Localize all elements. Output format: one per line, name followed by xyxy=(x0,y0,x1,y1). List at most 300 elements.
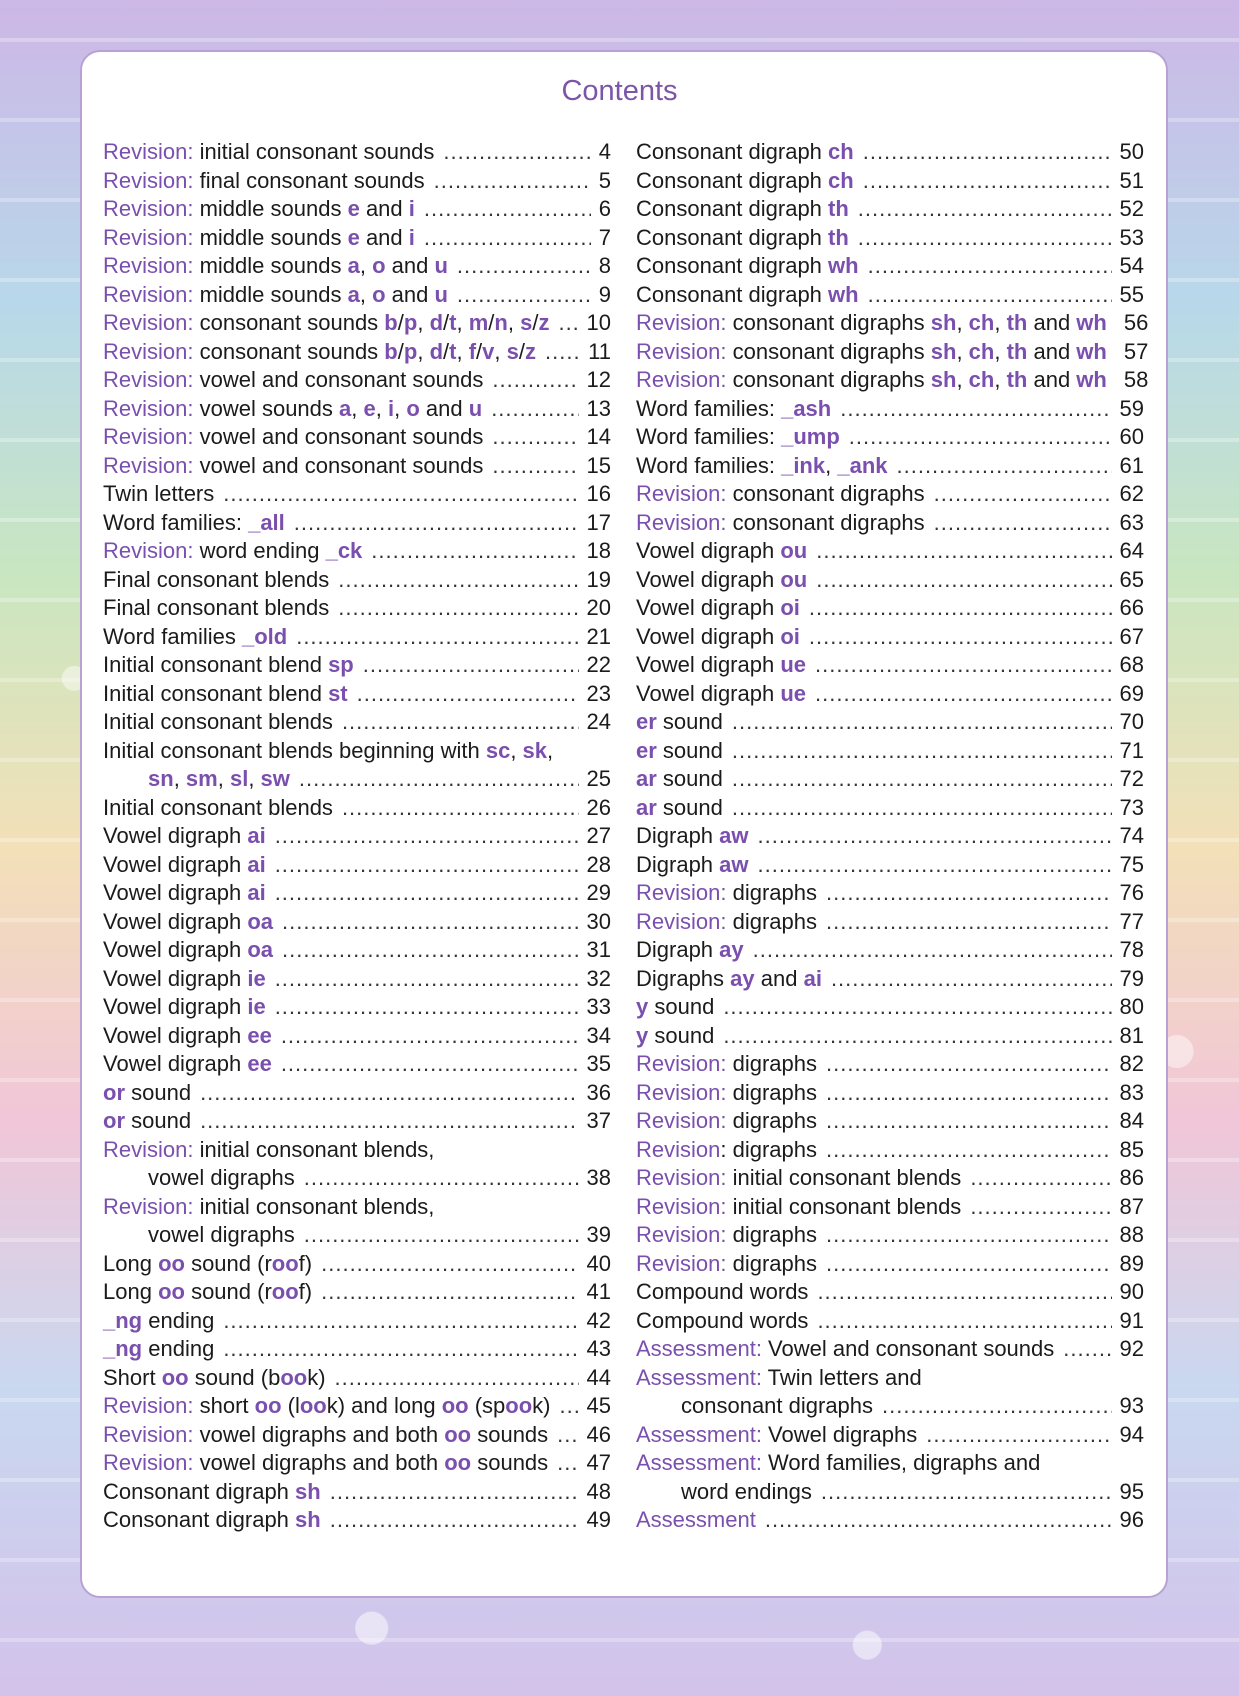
dot-leader xyxy=(275,993,579,1022)
dot-leader xyxy=(357,680,579,709)
dot-leader xyxy=(223,480,578,509)
toc-entry-title: Digraph aw xyxy=(636,823,749,848)
toc-entry[interactable] xyxy=(103,1506,611,1535)
toc-entry-title: Revision: initial consonant blends xyxy=(636,1165,962,1190)
toc-entry-title: Initial consonant blend sp xyxy=(103,652,354,677)
toc-entry-page-number: 94 xyxy=(1119,1421,1144,1447)
toc-entry[interactable] xyxy=(636,252,1144,281)
toc-entry[interactable] xyxy=(636,224,1144,253)
toc-entry-page-number: 59 xyxy=(1119,395,1144,421)
toc-entry[interactable] xyxy=(103,1364,611,1393)
toc-entry-title: Assessment: Vowel and consonant sounds xyxy=(636,1336,1055,1361)
toc-entry[interactable] xyxy=(103,965,611,994)
toc-entry[interactable] xyxy=(636,395,1144,424)
dot-leader xyxy=(296,623,578,652)
toc-entry-title: Assessment xyxy=(636,1507,756,1532)
toc-entry-title: Word families _old xyxy=(103,623,288,649)
dot-leader xyxy=(304,1221,579,1250)
toc-entry-title: Digraphs ay and ai xyxy=(636,965,822,991)
toc-entry-title: Revision: middle sounds e and i xyxy=(103,224,415,250)
dot-leader xyxy=(868,281,1112,310)
toc-entry-title: Long oo sound (roof) xyxy=(103,1250,313,1276)
toc-entry[interactable] xyxy=(636,1307,1144,1336)
toc-entry[interactable] xyxy=(636,879,1144,908)
toc-entry[interactable] xyxy=(636,452,1144,481)
toc-entry-page-number: 85 xyxy=(1119,1136,1144,1162)
toc-entry-page-number: 81 xyxy=(1119,1022,1144,1048)
toc-entry-page-number: 31 xyxy=(586,937,611,962)
toc-entry[interactable] xyxy=(636,423,1144,452)
toc-entry-page-number: 57 xyxy=(1123,338,1149,364)
toc-entry-title: Revision: middle sounds a, o and u xyxy=(103,253,448,278)
toc-entry-page-number: 80 xyxy=(1119,994,1144,1019)
dot-leader xyxy=(342,708,579,737)
dot-leader xyxy=(281,1050,579,1079)
dot-leader xyxy=(200,1107,578,1136)
toc-entry-page-number: 86 xyxy=(1119,1165,1144,1190)
toc-entry[interactable] xyxy=(103,651,611,680)
toc-column-left xyxy=(103,138,611,1535)
toc-entry[interactable] xyxy=(636,851,1144,880)
toc-entry-title: Consonant digraph sh xyxy=(103,1507,321,1532)
toc-entry-title: Revision: initial consonant blends xyxy=(636,1193,962,1219)
toc-entry-page-number: 92 xyxy=(1119,1336,1144,1361)
dot-leader xyxy=(816,537,1111,566)
toc-entry-page-number: 46 xyxy=(586,1421,611,1447)
toc-entry-title: vowel digraphs xyxy=(148,1222,295,1247)
dot-leader xyxy=(826,1107,1112,1136)
toc-entry[interactable] xyxy=(103,480,611,509)
toc-entry[interactable] xyxy=(103,1250,611,1279)
toc-entry-title: Initial consonant blend st xyxy=(103,680,348,706)
toc-entry-page-number: 17 xyxy=(586,509,611,535)
toc-entry-title: Revision: vowel digraphs and both oo sounds xyxy=(103,1450,549,1475)
toc-entry[interactable] xyxy=(103,366,611,395)
dot-leader xyxy=(330,1478,579,1507)
toc-entry[interactable] xyxy=(103,623,611,652)
toc-entry-title: Revision: consonant digraphs xyxy=(636,481,925,506)
toc-entry-title: Assessment: Twin letters and xyxy=(636,1364,922,1390)
toc-entry[interactable] xyxy=(103,737,611,766)
dot-leader xyxy=(970,1193,1111,1222)
dot-leader xyxy=(457,281,591,310)
toc-entry-title: Consonant digraph sh xyxy=(103,1478,321,1504)
toc-entry-page-number: 71 xyxy=(1119,737,1144,763)
toc-entry[interactable] xyxy=(636,965,1144,994)
toc-entry-title: Vowel digraph ie xyxy=(103,994,266,1019)
toc-entry[interactable] xyxy=(636,1136,1144,1165)
toc-entry[interactable] xyxy=(103,680,611,709)
toc-entry[interactable] xyxy=(103,794,611,823)
dot-leader xyxy=(753,936,1112,965)
toc-entry-title: Initial consonant blends xyxy=(103,709,333,734)
toc-entry[interactable] xyxy=(103,765,611,794)
toc-entry-page-number: 37 xyxy=(586,1108,611,1133)
toc-entry[interactable] xyxy=(636,366,1149,395)
toc-entry-page-number: 78 xyxy=(1119,937,1144,962)
toc-entry[interactable] xyxy=(103,1278,611,1307)
toc-entry[interactable] xyxy=(103,1193,611,1222)
toc-entry[interactable] xyxy=(103,822,611,851)
toc-entry[interactable] xyxy=(636,1392,1144,1421)
toc-entry-page-number: 77 xyxy=(1119,908,1144,934)
toc-entry[interactable] xyxy=(636,1335,1144,1364)
toc-entry[interactable] xyxy=(103,1164,611,1193)
toc-entry-page-number: 54 xyxy=(1119,253,1144,278)
toc-entry-page-number: 30 xyxy=(586,908,611,934)
dot-leader xyxy=(275,879,579,908)
toc-entry-page-number: 23 xyxy=(586,680,611,706)
toc-entry-title: Revision: middle sounds e and i xyxy=(103,196,415,221)
dot-leader xyxy=(863,167,1112,196)
toc-entry-page-number: 56 xyxy=(1123,310,1149,335)
toc-entry-title: ar sound xyxy=(636,794,723,820)
toc-entry-title: Initial consonant blends xyxy=(103,794,333,820)
toc-entry-title: Revision: middle sounds a, o and u xyxy=(103,281,448,307)
dot-leader xyxy=(863,138,1112,167)
toc-entry-page-number: 7 xyxy=(598,224,611,250)
toc-entry-page-number: 25 xyxy=(586,766,611,791)
toc-entry-title: Vowel digraph oa xyxy=(103,937,274,962)
dot-leader xyxy=(897,452,1112,481)
toc-entry-title: Revision: vowel and consonant sounds xyxy=(103,367,484,392)
toc-entry-title: Vowel digraph ue xyxy=(636,652,807,677)
dot-leader xyxy=(457,252,591,281)
toc-entry-page-number: 61 xyxy=(1119,452,1144,478)
toc-entry-page-number: 76 xyxy=(1119,880,1144,905)
toc-entry-title: Revision: initial consonant sounds xyxy=(103,139,435,164)
toc-entry-page-number: 11 xyxy=(588,338,611,364)
toc-entry-page-number: 66 xyxy=(1119,595,1144,620)
toc-entry-page-number: 15 xyxy=(586,452,611,478)
toc-entry[interactable] xyxy=(636,1506,1144,1535)
toc-entry[interactable] xyxy=(103,309,611,338)
toc-entry-title: Vowel digraph oi xyxy=(636,623,800,649)
toc-entry[interactable] xyxy=(103,1079,611,1108)
dot-leader xyxy=(826,908,1112,937)
toc-entry[interactable] xyxy=(636,993,1144,1022)
toc-entry[interactable] xyxy=(636,167,1144,196)
toc-entry-title: Revision: consonant sounds b/p, d/t, f/v, s/z xyxy=(103,338,537,364)
toc-entry[interactable] xyxy=(636,480,1144,509)
toc-entry[interactable] xyxy=(636,1107,1144,1136)
dot-leader xyxy=(765,1506,1112,1535)
toc-entry[interactable] xyxy=(636,737,1144,766)
toc-entry-title: ar sound xyxy=(636,766,723,791)
toc-entry-title: Twin letters xyxy=(103,481,215,506)
toc-entry[interactable] xyxy=(636,708,1144,737)
toc-entry-title: Short oo sound (book) xyxy=(103,1364,326,1390)
toc-entry-title: consonant digraphs xyxy=(681,1393,874,1418)
toc-entry-page-number: 41 xyxy=(586,1279,611,1304)
toc-entry[interactable] xyxy=(103,1449,611,1478)
toc-entry-title: Revision: digraphs xyxy=(636,1250,817,1276)
toc-entry-page-number: 53 xyxy=(1119,224,1144,250)
toc-entry[interactable] xyxy=(636,138,1144,167)
toc-entry-title: Compound words xyxy=(636,1279,809,1304)
toc-entry[interactable] xyxy=(636,794,1144,823)
toc-entry[interactable] xyxy=(636,623,1144,652)
toc-entry-title: Revision: initial consonant blends, xyxy=(103,1193,435,1219)
toc-entry[interactable] xyxy=(103,1022,611,1051)
dot-leader xyxy=(338,566,578,595)
toc-entry[interactable] xyxy=(103,224,611,253)
toc-entry[interactable] xyxy=(103,993,611,1022)
toc-entry[interactable] xyxy=(636,1250,1144,1279)
toc-entry[interactable] xyxy=(103,566,611,595)
toc-entry[interactable] xyxy=(103,1335,611,1364)
dot-leader xyxy=(826,879,1112,908)
toc-entry[interactable] xyxy=(636,1079,1144,1108)
toc-entry[interactable] xyxy=(103,423,611,452)
toc-entry-page-number: 65 xyxy=(1119,566,1144,592)
dot-leader xyxy=(934,509,1112,538)
toc-entry-page-number: 96 xyxy=(1119,1507,1144,1532)
dot-leader xyxy=(809,623,1112,652)
dot-leader xyxy=(492,452,578,481)
toc-entry-page-number: 16 xyxy=(586,481,611,506)
toc-entry[interactable] xyxy=(103,936,611,965)
toc-entry-page-number: 36 xyxy=(586,1079,611,1105)
toc-entry-title: Consonant digraph th xyxy=(636,196,849,221)
toc-entry-page-number: 83 xyxy=(1119,1079,1144,1105)
toc-entry-title: Final consonant blends xyxy=(103,566,330,592)
toc-entry-title: Word families: _all xyxy=(103,509,285,535)
dot-leader xyxy=(275,822,579,851)
toc-entry-title: Vowel digraph ai xyxy=(103,851,266,877)
toc-entry-title: Revision: digraphs xyxy=(636,908,817,934)
toc-entry-title: or sound xyxy=(103,1108,192,1133)
toc-entry-page-number: 34 xyxy=(586,1022,611,1048)
toc-entry-title: or sound xyxy=(103,1079,192,1105)
toc-entry-title: Word families: _ash xyxy=(636,395,832,421)
toc-entry-page-number: 79 xyxy=(1119,965,1144,991)
toc-entry[interactable] xyxy=(636,1278,1144,1307)
dot-leader xyxy=(321,1278,578,1307)
dot-leader xyxy=(1063,1335,1111,1364)
toc-entry[interactable] xyxy=(636,1050,1144,1079)
toc-entry-title: vowel digraphs xyxy=(148,1165,295,1190)
toc-entry[interactable] xyxy=(636,765,1144,794)
toc-entry-page-number: 39 xyxy=(586,1222,611,1247)
toc-entry-page-number: 74 xyxy=(1119,823,1144,848)
toc-entry[interactable] xyxy=(103,452,611,481)
toc-entry[interactable] xyxy=(636,566,1144,595)
toc-entry[interactable] xyxy=(636,822,1144,851)
toc-entry[interactable] xyxy=(636,338,1149,367)
toc-entry-title: Revision: word ending _ck xyxy=(103,538,363,563)
toc-column-right xyxy=(636,138,1149,1535)
dot-leader xyxy=(817,1278,1111,1307)
dot-leader xyxy=(282,936,579,965)
toc-entry-page-number: 93 xyxy=(1119,1393,1144,1418)
toc-entry-page-number: 29 xyxy=(586,880,611,905)
toc-entry[interactable] xyxy=(103,1392,611,1421)
toc-entry-page-number: 63 xyxy=(1119,509,1144,535)
toc-entry-title: Revision: initial consonant blends, xyxy=(103,1136,435,1162)
dot-leader xyxy=(492,423,578,452)
toc-entry[interactable] xyxy=(103,908,611,937)
toc-entry-title: Long oo sound (roof) xyxy=(103,1279,313,1304)
toc-entry[interactable] xyxy=(103,1050,611,1079)
toc-entry[interactable] xyxy=(103,395,611,424)
toc-entry-page-number: 51 xyxy=(1119,167,1144,193)
dot-leader xyxy=(826,1079,1112,1108)
toc-entry-title: Final consonant blends xyxy=(103,595,330,620)
toc-entry-page-number: 60 xyxy=(1119,424,1144,449)
dot-leader xyxy=(371,537,578,566)
toc-entry-title: Word families: _ink, _ank xyxy=(636,452,888,478)
dot-leader xyxy=(335,1364,579,1393)
toc-entry[interactable] xyxy=(636,509,1144,538)
toc-entry[interactable] xyxy=(103,594,611,623)
toc-entry[interactable] xyxy=(103,509,611,538)
toc-entry-page-number: 19 xyxy=(586,566,611,592)
dot-leader xyxy=(338,594,578,623)
toc-entry[interactable] xyxy=(103,1307,611,1336)
dot-leader xyxy=(434,167,591,196)
toc-entry-title: Revision: consonant digraphs sh, ch, th and wh xyxy=(636,338,1107,364)
toc-entry-title: Consonant digraph wh xyxy=(636,253,859,278)
toc-entry[interactable] xyxy=(103,1221,611,1250)
toc-entry-page-number: 35 xyxy=(586,1051,611,1076)
page-title: Contents xyxy=(561,75,678,107)
dot-leader xyxy=(723,1022,1111,1051)
toc-entry[interactable] xyxy=(636,1449,1144,1478)
toc-entry-title: Revision: consonant digraphs xyxy=(636,509,925,535)
dot-leader xyxy=(223,1335,578,1364)
dot-leader xyxy=(858,224,1112,253)
toc-entry-page-number: 69 xyxy=(1119,680,1144,706)
toc-entry[interactable] xyxy=(636,936,1144,965)
toc-entry[interactable] xyxy=(103,167,611,196)
toc-entry[interactable] xyxy=(103,338,611,367)
toc-entry-page-number: 20 xyxy=(586,595,611,620)
toc-entry[interactable] xyxy=(103,252,611,281)
toc-entry[interactable] xyxy=(636,680,1144,709)
dot-leader xyxy=(732,737,1112,766)
toc-entry[interactable] xyxy=(103,1136,611,1165)
toc-entry-title: Revision: digraphs xyxy=(636,1222,817,1247)
dot-leader xyxy=(826,1136,1112,1165)
toc-entry-title: Revision: consonant digraphs sh, ch, th and wh xyxy=(636,310,1107,335)
toc-entry[interactable] xyxy=(636,651,1144,680)
toc-entry-page-number: 95 xyxy=(1119,1478,1144,1504)
toc-entry[interactable] xyxy=(103,138,611,167)
dot-leader xyxy=(934,480,1112,509)
dot-leader xyxy=(840,395,1111,424)
toc-entry-page-number: 43 xyxy=(586,1336,611,1361)
dot-leader xyxy=(558,309,578,338)
toc-entry-page-number: 45 xyxy=(586,1393,611,1418)
toc-entry-title: Consonant digraph th xyxy=(636,224,849,250)
dot-leader xyxy=(223,1307,578,1336)
toc-entry-page-number: 27 xyxy=(586,823,611,848)
toc-entry-title: Revision: short oo (look) and long oo (spook) xyxy=(103,1393,551,1418)
dot-leader xyxy=(363,651,579,680)
toc-entry-title: Consonant digraph ch xyxy=(636,139,854,164)
toc-entry[interactable] xyxy=(636,195,1144,224)
toc-entry[interactable] xyxy=(636,594,1144,623)
toc-entry-title: y sound xyxy=(636,994,715,1019)
toc-entry[interactable] xyxy=(103,851,611,880)
toc-entry-page-number: 33 xyxy=(586,994,611,1019)
toc-entry-title: Revision: digraphs xyxy=(636,1079,817,1105)
toc-entry-title: _ng ending xyxy=(103,1307,215,1333)
toc-entry-title: Digraph ay xyxy=(636,937,744,962)
toc-entry-title: Revision: vowel and consonant sounds xyxy=(103,424,484,449)
toc-entry[interactable] xyxy=(103,281,611,310)
toc-entry[interactable] xyxy=(636,1478,1144,1507)
toc-entry-title: Vowel digraph ai xyxy=(103,880,266,905)
toc-entry[interactable] xyxy=(103,537,611,566)
toc-entry-title: Revision: digraphs xyxy=(636,880,817,905)
toc-entry-page-number: 68 xyxy=(1119,652,1144,677)
dot-leader xyxy=(330,1506,579,1535)
toc-entry-page-number: 49 xyxy=(586,1507,611,1532)
toc-entry[interactable] xyxy=(103,1478,611,1507)
toc-entry[interactable] xyxy=(636,537,1144,566)
toc-entry-title: word endings xyxy=(681,1478,812,1504)
dot-leader xyxy=(732,794,1112,823)
toc-entry-title: Word families: _ump xyxy=(636,424,840,449)
toc-entry-title: Vowel digraph ee xyxy=(103,1022,272,1048)
toc-entry-title: Digraph aw xyxy=(636,851,749,877)
toc-entry-page-number: 26 xyxy=(586,794,611,820)
dot-leader xyxy=(557,1449,578,1478)
toc-entry-page-number: 64 xyxy=(1119,538,1144,563)
dot-leader xyxy=(557,1421,578,1450)
toc-entry-page-number: 89 xyxy=(1119,1250,1144,1276)
toc-entry[interactable] xyxy=(103,1421,611,1450)
toc-entry[interactable] xyxy=(636,309,1149,338)
toc-entry[interactable] xyxy=(636,1164,1144,1193)
toc-entry[interactable] xyxy=(636,1421,1144,1450)
dot-leader xyxy=(816,566,1111,595)
toc-entry[interactable] xyxy=(103,708,611,737)
toc-entry-title: Revision: digraphs xyxy=(636,1108,817,1133)
toc-entry[interactable] xyxy=(636,1022,1144,1051)
dot-leader xyxy=(424,195,591,224)
dot-leader xyxy=(342,794,579,823)
toc-entry[interactable] xyxy=(636,908,1144,937)
toc-entry-title: sn, sm, sl, sw xyxy=(148,766,290,791)
toc-entry[interactable] xyxy=(636,1221,1144,1250)
toc-entry-title: Vowel digraph ee xyxy=(103,1051,272,1076)
toc-entry-page-number: 52 xyxy=(1119,196,1144,221)
dot-leader xyxy=(821,1478,1112,1507)
dot-leader xyxy=(826,1050,1112,1079)
toc-entry-page-number: 48 xyxy=(586,1478,611,1504)
toc-entry-title: Vowel digraph ai xyxy=(103,823,266,848)
dot-leader xyxy=(868,252,1112,281)
toc-entry-page-number: 9 xyxy=(598,281,611,307)
dot-leader xyxy=(732,708,1112,737)
dot-leader xyxy=(882,1392,1111,1421)
toc-entry-title: y sound xyxy=(636,1022,715,1048)
toc-entry[interactable] xyxy=(636,1193,1144,1222)
toc-entry-page-number: 5 xyxy=(598,167,611,193)
toc-entry[interactable] xyxy=(636,281,1144,310)
toc-entry[interactable] xyxy=(103,879,611,908)
toc-entry-title: Revision: vowel and consonant sounds xyxy=(103,452,484,478)
toc-entry[interactable] xyxy=(103,195,611,224)
toc-entry[interactable] xyxy=(103,1107,611,1136)
toc-entry[interactable] xyxy=(636,1364,1144,1393)
dot-leader xyxy=(815,680,1112,709)
dot-leader xyxy=(826,1250,1112,1279)
toc-entry-page-number: 55 xyxy=(1119,281,1144,307)
